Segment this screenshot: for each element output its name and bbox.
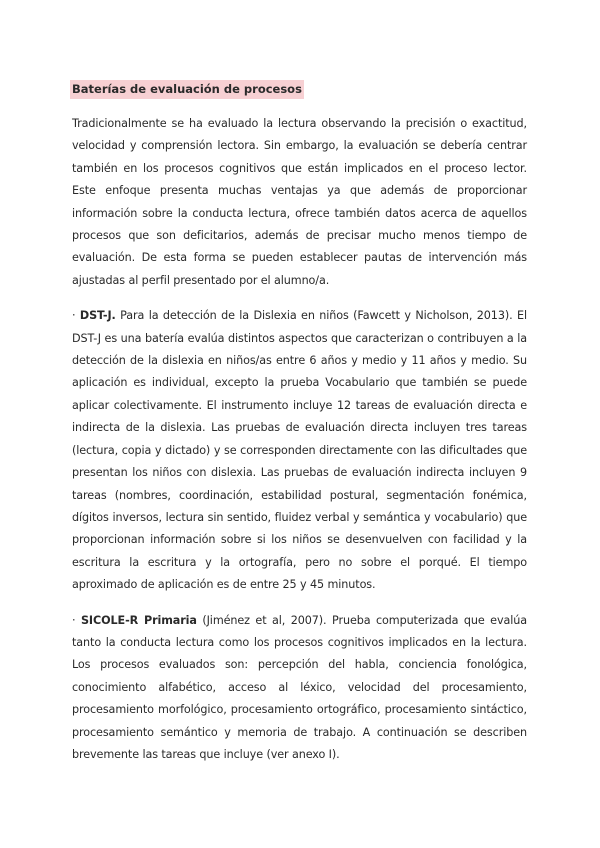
section-heading: Baterías de evaluación de procesos [70,80,304,99]
item-term: SICOLE-R Primaria [80,613,197,627]
item-text: Para la detección de la Dislexia en niños (Fawcett y Nicholson, 2013). El DST-J es una batería evalúa distintos aspectos que caracterizan o contribuyen a la detección de la dislexia en niños/as entre 6 años y medio y 11 años y medio. Su aplicación es individual, excepto la prueba Vocabulario que también se puede aplicar colectivamente. El instrumento incluye 12 tareas de evaluación directa e indirecta de la dislexia. Las pruebas de evaluación directa incluyen tres tareas (lectura, copia y dictado) y se corresponden directamente con las dificultades que presentan los niños con dislexia. Las pruebas de evaluación indirecta incluyen 9 tareas (nombres, coordinación, estabilidad postural, segmentación fonémica, dígitos inversos, lectura sin sentido, fluidez verbal y semántica y vocabulario) que proporcionan información sobre si los niños se desenvuelven con facilidad y la escritura la escritura y la ortografía, pero no sobre el porqué. El tiempo aproximado de aplicación es de entre 25 y 45 minutos. [72,309,527,592]
item-term: DST-J. [79,309,116,323]
item-sicole-r [72,610,527,767]
document-body [72,78,527,779]
intro-paragraph: Tradicionalmente se ha evaluado la lectura observando la precisión o exactitud, velocidad y comprensión lectora. Sin embargo, la evaluación se debería centrar también en los procesos cognitivos que están implicados en el proceso lector. Este enfoque presenta muchas ventajas ya que además de proporcionar información sobre la conducta lectura, ofrece también datos acerca de aquellos procesos que son deficitarios, además de precisar mucho menos tiempo de evaluación. De esta forma se pueden establecer pautas de intervención más ajustadas al perfil presentado por el alumno/a. [72,117,527,287]
bullet: · [72,309,76,323]
item-dst-j [72,305,527,596]
item-text: (Jiménez et al, 2007). Prueba computerizada que evalúa tanto la conducta lectura como los procesos cognitivos implicados en la lectura. Los procesos evaluados son: percepción del habla, conciencia fonológica, conocimiento alfabético, acceso al léxico, velocidad del procesamiento, procesamiento morfológico, procesamiento ortográfico, procesamiento sintáctico, procesamiento semántico y memoria de trabajo. A continuación se describen brevemente las tareas que incluye (ver anexo I). [72,613,527,761]
bullet: · [72,613,76,627]
